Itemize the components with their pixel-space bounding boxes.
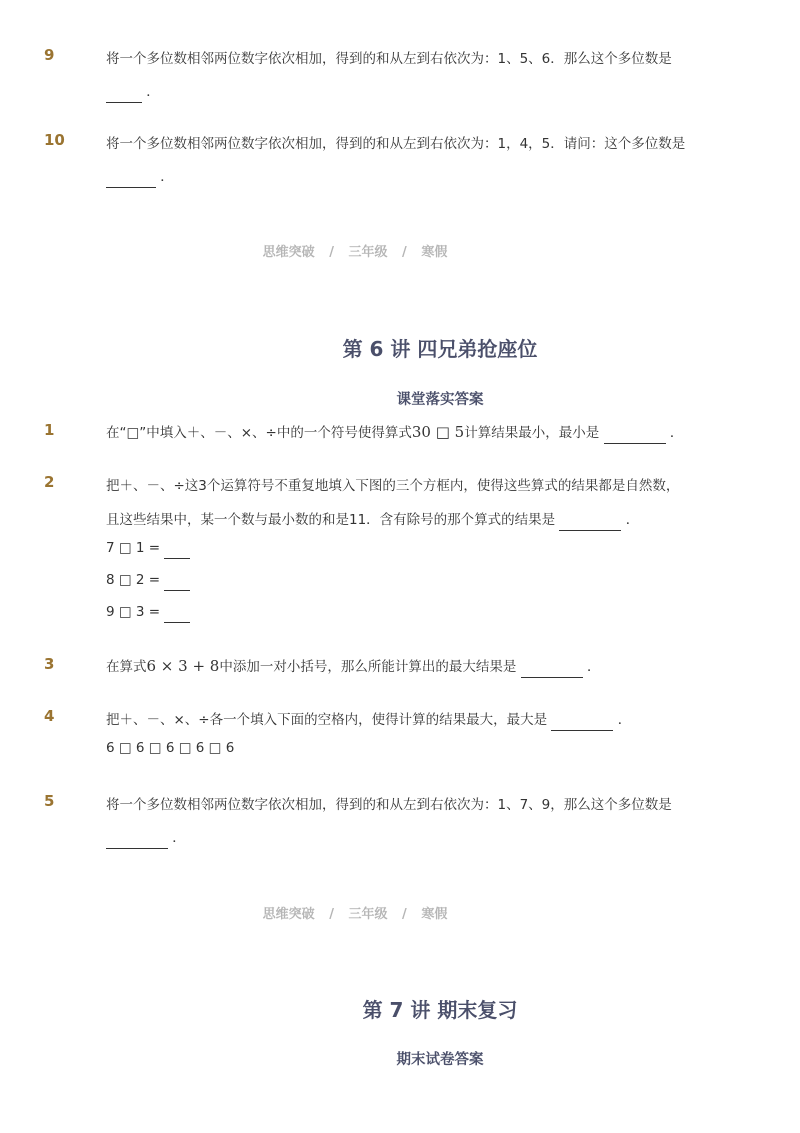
footer-separator: /: [329, 907, 334, 922]
footer-grade: 三年级: [348, 907, 388, 922]
question-answer-line: [106, 80, 160, 103]
answer-blank: [604, 427, 666, 444]
page-footer: [0, 903, 755, 922]
question-number: 1: [44, 421, 55, 439]
question-end: ．: [669, 425, 684, 441]
footer-term: 寒假: [421, 245, 448, 260]
section-subtitle: 课堂落实答案: [396, 392, 484, 408]
question-number: 4: [44, 707, 55, 725]
footer-separator: /: [402, 245, 407, 260]
math-expression: 7 □ 1 =: [106, 540, 165, 556]
footer-separator: /: [329, 245, 334, 260]
page-footer: [0, 241, 755, 260]
math-expression: 8 □ 2 =: [106, 572, 165, 588]
question-text: [106, 655, 600, 678]
answer-blank: [164, 574, 190, 591]
expression-line: [106, 572, 190, 591]
question-text: 将一个多位数相邻两位数字依次相加，得到的和从左到右依次为：1、7、9，那么这个多位数是: [106, 797, 672, 813]
answer-blank: [164, 606, 190, 623]
question-end: ．: [146, 84, 160, 100]
question-number: 10: [44, 131, 65, 149]
math-expression: 30 □ 5: [411, 423, 465, 441]
answer-blank: [106, 832, 168, 849]
question-end: ．: [160, 169, 174, 185]
answer-blank: [551, 714, 613, 731]
expression-line: [106, 604, 190, 623]
question-text-part: 在算式: [106, 659, 147, 675]
math-expression: 6 □ 6 □ 6 □ 6 □ 6: [106, 740, 235, 756]
answer-blank: [521, 661, 583, 678]
question-text: [106, 508, 639, 531]
footer-grade: 三年级: [348, 245, 388, 260]
footer-term: 寒假: [421, 907, 448, 922]
question-text-part: 在“□”中填入＋、－、×、÷中的一个符号使得算式: [106, 425, 412, 441]
question-text-part: 计算结果最小，最小是: [464, 425, 600, 441]
section-subtitle: 期末试卷答案: [396, 1052, 484, 1068]
lesson-title: 第 7 讲 期末复习: [362, 998, 518, 1022]
answer-blank: [106, 171, 156, 188]
question-end: ．: [172, 830, 186, 846]
question-text: 把＋、－、÷这3个运算符号不重复地填入下图的三个方框内，使得这些算式的结果都是自然数，: [106, 478, 680, 494]
footer-book: 思维突破: [262, 245, 315, 260]
question-text: 将一个多位数相邻两位数字依次相加，得到的和从左到右依次为：1，4，5．请问：这个多位数是: [106, 136, 686, 152]
question-text: [106, 421, 683, 444]
question-end: ．: [617, 712, 632, 728]
math-expression: 6 × 3 + 8: [146, 657, 220, 675]
question-text-part: 把＋、－、×、÷各一个填入下面的空格内，使得计算的结果最大，最大是: [106, 712, 548, 728]
answer-blank: [106, 86, 142, 103]
math-expression: 9 □ 3 =: [106, 604, 165, 620]
question-number: 3: [44, 655, 55, 673]
question-answer-line: [106, 165, 174, 188]
question-number: 9: [44, 46, 55, 64]
answer-blank: [559, 514, 621, 531]
expression-line: [106, 540, 190, 559]
answer-blank: [164, 542, 190, 559]
question-answer-line: [106, 826, 186, 849]
footer-separator: /: [402, 907, 407, 922]
question-end: ．: [625, 512, 640, 528]
question-number: 5: [44, 792, 55, 810]
question-number: 2: [44, 473, 55, 491]
lesson-title: 第 6 讲 四兄弟抢座位: [342, 337, 538, 361]
question-text: 将一个多位数相邻两位数字依次相加，得到的和从左到右依次为：1、5、6．那么这个多位数是: [106, 51, 672, 67]
footer-book: 思维突破: [262, 907, 315, 922]
question-text-part: 且这些结果中，某一个数与最小数的和是11．含有除号的那个算式的结果是: [106, 512, 556, 528]
question-text: [106, 708, 631, 731]
question-end: ．: [586, 659, 601, 675]
question-text-part: 中添加一对小括号，那么所能计算出的最大结果是: [219, 659, 517, 675]
